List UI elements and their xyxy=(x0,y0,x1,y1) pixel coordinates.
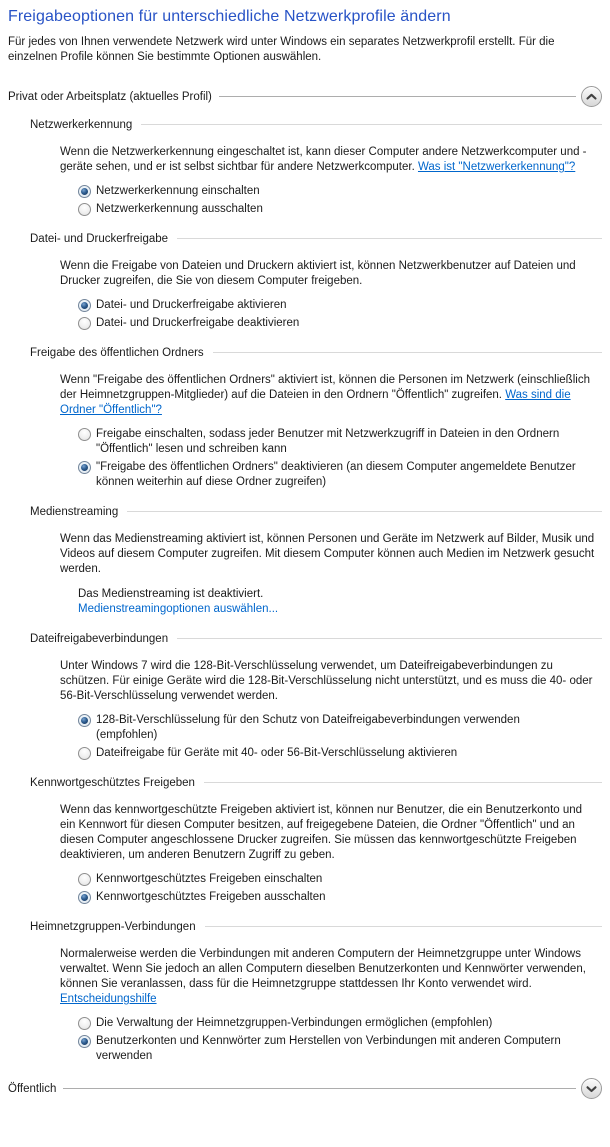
radio-button-icon[interactable] xyxy=(78,185,91,198)
section-title: Datei- und Druckerfreigabe xyxy=(30,232,169,245)
section-network-discovery xyxy=(30,117,602,217)
option-group xyxy=(78,872,602,905)
section-description xyxy=(60,373,595,418)
chevron-up-icon xyxy=(586,93,597,101)
option-group xyxy=(78,427,602,490)
radio-option[interactable] xyxy=(78,746,602,761)
divider xyxy=(205,926,602,927)
media-streaming-options-link[interactable]: Medienstreamingoptionen auswählen... xyxy=(78,603,279,615)
radio-label: Kennwortgeschütztes Freigeben einschalten xyxy=(96,873,323,885)
media-streaming-status-block xyxy=(78,587,602,617)
radio-button-icon[interactable] xyxy=(78,1017,91,1030)
section-public-folder-sharing xyxy=(30,345,602,490)
section-description xyxy=(60,532,595,577)
radio-label: Datei- und Druckerfreigabe aktivieren xyxy=(96,299,287,311)
radio-button-icon[interactable] xyxy=(78,203,91,216)
radio-option[interactable] xyxy=(78,713,602,743)
profile-group-header-current xyxy=(8,86,602,107)
radio-label: "Freigabe des öffentlichen Ordners" deaktivieren (an diesem Computer angemeldete Benutzer können weiterhin auf diese Ordner zugreifen) xyxy=(96,461,576,488)
radio-label: Freigabe einschalten, sodass jeder Benutzer mit Netzwerkzugriff in Dateien in den Ordnern "Öffentlich" lesen und schreiben kann xyxy=(96,428,560,455)
radio-label: Dateifreigabe für Geräte mit 40- oder 56-Bit-Verschlüsselung aktivieren xyxy=(96,747,458,759)
profile-group-title: Privat oder Arbeitsplatz (aktuelles Profil) xyxy=(8,90,212,103)
divider xyxy=(127,511,602,512)
radio-option[interactable] xyxy=(78,460,602,490)
profile-group-title: Öffentlich xyxy=(8,1082,57,1095)
section-title: Netzwerkerkennung xyxy=(30,118,133,131)
page-intro: Für jedes von Ihnen verwendete Netzwerk wird unter Windows ein separates Netzwerkprofil erstellt. Für die einzelnen Profile können Sie bestimmte Optionen auswählen. xyxy=(8,36,555,63)
section-description xyxy=(60,803,595,863)
section-title: Dateifreigabeverbindungen xyxy=(30,632,169,645)
radio-button-icon[interactable] xyxy=(78,428,91,441)
radio-option[interactable] xyxy=(78,298,602,313)
expand-profile-button[interactable] xyxy=(581,1078,602,1099)
section-header xyxy=(30,117,602,132)
section-description xyxy=(60,259,595,289)
divider xyxy=(177,238,602,239)
description-text: Wenn die Netzwerkerkennung eingeschaltet ist, kann dieser Computer andere Netzwerkcomputer und -geräte sehen, und er ist selbst sichtbar für andere Netzwerkcomputer. xyxy=(60,146,587,173)
radio-option[interactable] xyxy=(78,1016,602,1031)
section-file-sharing-connections xyxy=(30,631,602,761)
description-text: Unter Windows 7 wird die 128-Bit-Verschlüsselung verwendet, um Dateifreigabeverbindungen zu schützen. Für einige Geräte wird die 128-Bit-Verschlüsselung nicht unterstützt, und es muss die 40- oder 56-Bit-Verschlüsselung verwendet werden. xyxy=(60,660,593,702)
radio-option[interactable] xyxy=(78,1034,602,1064)
page-title: Freigabeoptionen für unterschiedliche Netzwerkprofile ändern xyxy=(8,8,451,25)
option-group xyxy=(78,184,602,217)
section-header xyxy=(30,504,602,519)
section-title: Heimnetzgruppen-Verbindungen xyxy=(30,920,196,933)
section-header xyxy=(30,919,602,934)
divider xyxy=(177,638,602,639)
radio-option[interactable] xyxy=(78,872,602,887)
section-homegroup-connections xyxy=(30,919,602,1064)
radio-button-icon[interactable] xyxy=(78,317,91,330)
section-password-protected-sharing xyxy=(30,775,602,905)
description-text: Wenn die Freigabe von Dateien und Druckern aktiviert ist, können Netzwerkbenutzer auf Dateien und Drucker zugreifen, die Sie von diesem Computer freigeben. xyxy=(60,260,576,287)
radio-label: Benutzerkonten und Kennwörter zum Herstellen von Verbindungen mit anderen Computern verwenden xyxy=(96,1035,561,1062)
radio-label: Datei- und Druckerfreigabe deaktivieren xyxy=(96,317,300,329)
help-link[interactable]: Was ist "Netzwerkerkennung"? xyxy=(417,161,576,173)
radio-button-icon[interactable] xyxy=(78,714,91,727)
section-description xyxy=(60,947,595,1007)
description-text: Wenn das kennwortgeschützte Freigeben aktiviert ist, können nur Benutzer, die ein Benutzerkonto und ein Kennwort für diesen Computer besitzen, auf freigegebene Dateien, die Ordner "Öffentlich" und an diesen Computer angeschlossene Drucker zugreifen. Sie müssen das kennwortgeschützte Freigeben deaktivieren, um anderen Benutzern Zugriff zu geben. xyxy=(60,804,583,861)
section-description xyxy=(60,145,595,175)
radio-label: Netzwerkerkennung einschalten xyxy=(96,185,260,197)
media-streaming-status: Das Medienstreaming ist deaktiviert. xyxy=(78,588,264,600)
radio-button-icon[interactable] xyxy=(78,461,91,474)
section-file-printer-sharing xyxy=(30,231,602,331)
radio-button-icon[interactable] xyxy=(78,747,91,760)
radio-option[interactable] xyxy=(78,316,602,331)
section-title: Freigabe des öffentlichen Ordners xyxy=(30,346,204,359)
section-description xyxy=(60,659,595,704)
radio-label: Die Verwaltung der Heimnetzgruppen-Verbindungen ermöglichen (empfohlen) xyxy=(96,1017,493,1029)
description-text: Normalerweise werden die Verbindungen mit anderen Computern der Heimnetzgruppe unter Windows verwaltet. Wenn Sie jedoch an allen Computern dieselben Benutzerkonten und Kennwörter verwenden, können Sie veranlassen, dass für die Heimnetzgruppe stattdessen Ihr Konto verwendet wird. xyxy=(60,948,586,990)
section-header xyxy=(30,631,602,646)
profile-group-header-public xyxy=(8,1078,602,1099)
option-group xyxy=(78,298,602,331)
radio-button-icon[interactable] xyxy=(78,873,91,886)
divider xyxy=(204,782,602,783)
radio-button-icon[interactable] xyxy=(78,299,91,312)
option-group xyxy=(78,713,602,761)
chevron-down-icon xyxy=(586,1085,597,1093)
divider xyxy=(213,352,602,353)
section-title: Kennwortgeschütztes Freigeben xyxy=(30,776,195,789)
help-link[interactable]: Entscheidungshilfe xyxy=(60,993,157,1005)
description-text: Wenn das Medienstreaming aktiviert ist, können Personen und Geräte im Netzwerk auf Bilder, Musik und Videos auf diesem Computer zugreifen. Mit diesem Computer können auch Medien im Netzwerk gesucht werden. xyxy=(60,533,595,575)
collapse-profile-button[interactable] xyxy=(581,86,602,107)
section-header xyxy=(30,231,602,246)
radio-button-icon[interactable] xyxy=(78,1035,91,1048)
radio-button-icon[interactable] xyxy=(78,891,91,904)
section-title: Medienstreaming xyxy=(30,505,119,518)
option-group xyxy=(78,1016,602,1064)
radio-option[interactable] xyxy=(78,427,602,457)
description-text: Wenn "Freigabe des öffentlichen Ordners" aktiviert ist, können die Personen im Netzwerk (einschließlich der Heimnetzgruppen-Mitglieder) auf die Dateien in den Ordnern "Öffentlich" zugreifen. xyxy=(60,374,590,401)
radio-option[interactable] xyxy=(78,184,602,199)
divider xyxy=(63,1088,576,1089)
radio-option[interactable] xyxy=(78,890,602,905)
section-header xyxy=(30,345,602,360)
radio-option[interactable] xyxy=(78,202,602,217)
divider xyxy=(219,96,576,97)
divider xyxy=(141,124,602,125)
section-media-streaming xyxy=(30,504,602,617)
radio-label: Kennwortgeschütztes Freigeben ausschalten xyxy=(96,891,326,903)
radio-label: 128-Bit-Verschlüsselung für den Schutz von Dateifreigabeverbindungen verwenden (empfohlen) xyxy=(96,714,520,741)
radio-label: Netzwerkerkennung ausschalten xyxy=(96,203,263,215)
section-header xyxy=(30,775,602,790)
help-link[interactable]: Was sind die Ordner "Öffentlich"? xyxy=(60,389,571,416)
